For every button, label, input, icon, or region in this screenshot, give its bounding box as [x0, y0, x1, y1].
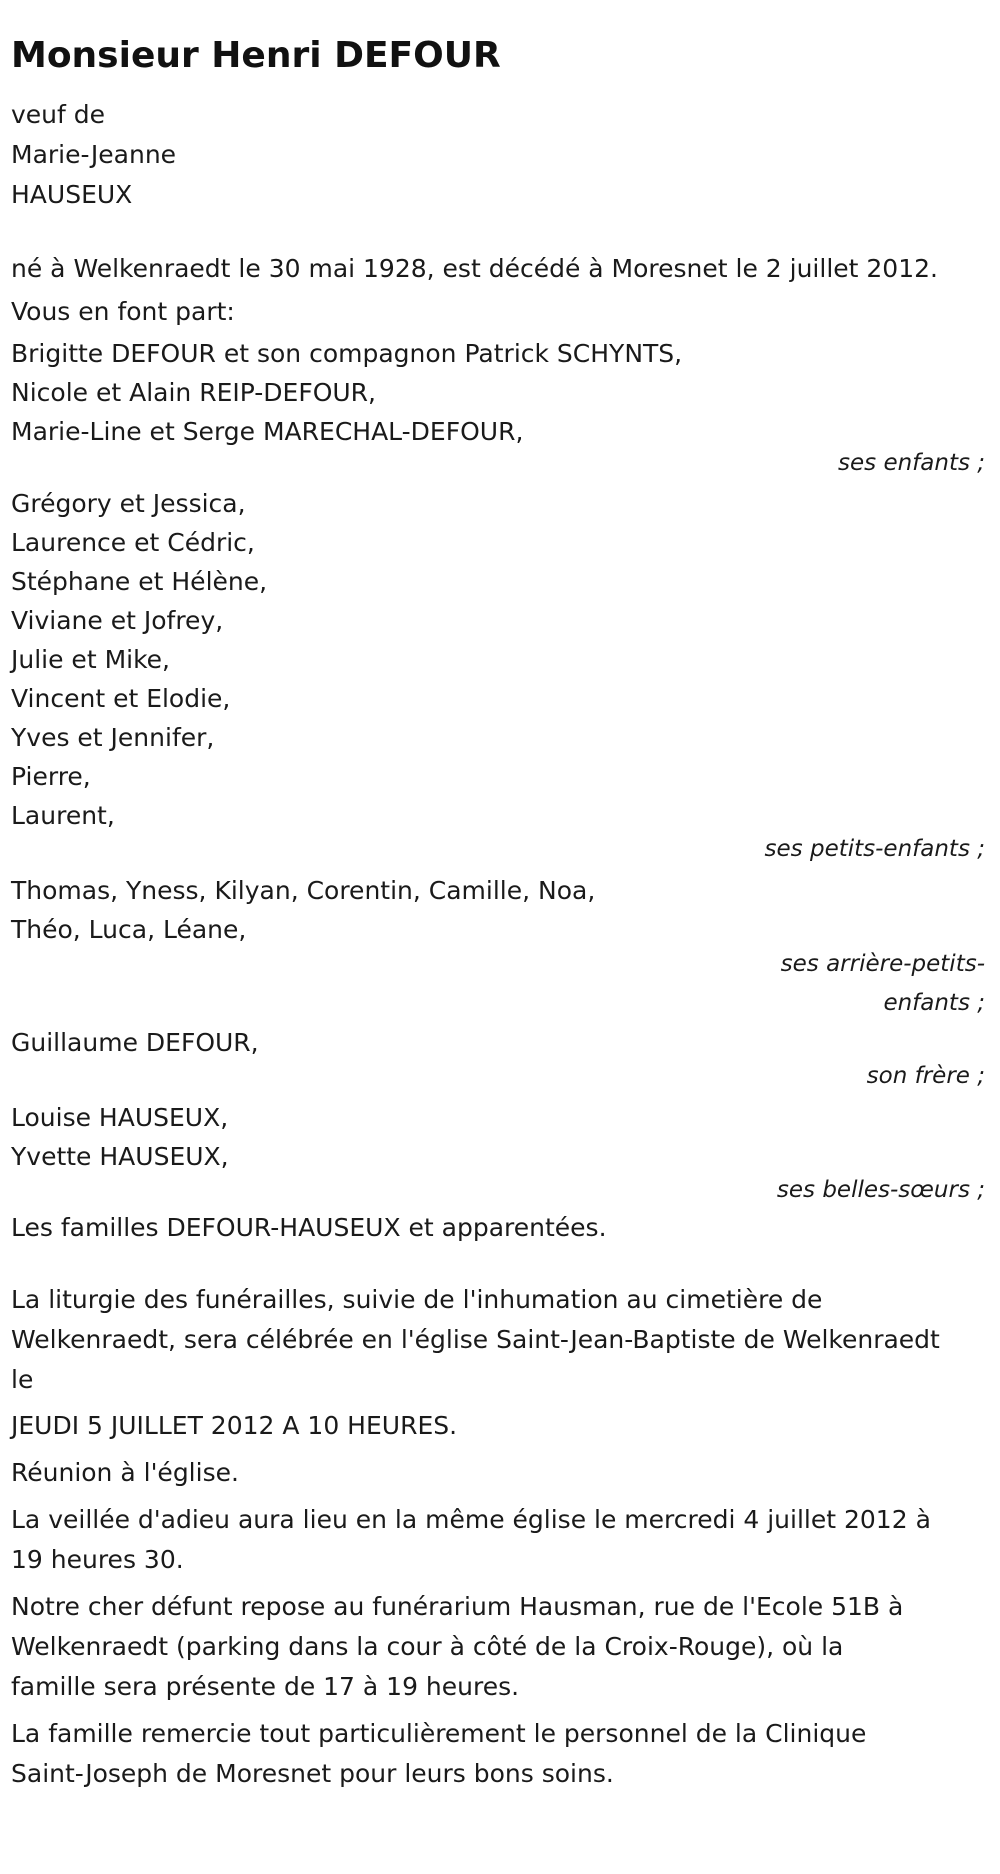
grandchildren-role: ses petits-enfants ; [764, 836, 985, 862]
liturgy-text: La liturgie des funérailles, suivie de l'inhumation au cimetière de Welkenraedt, sera célébrée en l'église Saint-Jean-Baptiste de Welkenraedt le [11, 1285, 940, 1394]
great-grandchildren-role: ses arrière-petits- enfants ; [780, 951, 985, 1016]
sisters-in-law-role: ses belles-sœurs ; [776, 1177, 985, 1203]
sisters-in-law-list: Louise HAUSEUX, Yvette HAUSEUX, [11, 1103, 229, 1171]
funerarium-text: Notre cher défunt repose au funérarium Hausman, rue de l'Ecole 51B à Welkenraedt (parking dans la cour à côté de la Croix-Rouge), où la famille sera présente de 17 à 19 heures. [11, 1592, 904, 1701]
date-time-text: JEUDI 5 JUILLET 2012 A 10 HEURES. [11, 1411, 458, 1440]
grandchildren-role-wrap [11, 831, 985, 867]
brother-role-wrap [11, 1058, 985, 1094]
sisters-in-law-role-wrap [11, 1172, 985, 1208]
page-title: Monsieur Henri DEFOUR [11, 35, 501, 76]
vigil-text: La veillée d'adieu aura lieu en la même église le mercredi 4 juillet 2012 à 19 heures 30. [11, 1505, 931, 1574]
families-text: Les familles DEFOUR-HAUSEUX et apparentées. [11, 1213, 607, 1242]
children-role: ses enfants ; [838, 450, 985, 476]
grandchildren-list: Grégory et Jessica, Laurence et Cédric, Stéphane et Hélène, Viviane et Jofrey, Julie et Mike, Vincent et Elodie, Yves et Jennifer, Pierre, Laurent, [11, 489, 268, 830]
children-list: Brigitte DEFOUR et son compagnon Patrick SCHYNTS, Nicole et Alain REIP-DEFOUR, Marie-Line et Serge MARECHAL-DEFOUR, [11, 339, 683, 446]
meeting-text: Réunion à l'église. [11, 1458, 239, 1487]
widow-of-text: veuf de Marie-Jeanne HAUSEUX [11, 100, 177, 209]
thanks-text: La famille remercie tout particulièrement le personnel de la Clinique Saint-Joseph de Moresnet pour leurs bons soins. [11, 1719, 867, 1788]
announce-text: Vous en font part: [11, 297, 235, 326]
brother-text: Guillaume DEFOUR, [11, 1028, 259, 1057]
great-grandchildren-role-wrap [11, 949, 985, 1023]
brother-role: son frère ; [866, 1063, 985, 1089]
great-grandchildren-list: Thomas, Yness, Kilyan, Corentin, Camille, Noa, Théo, Luca, Léane, [11, 876, 596, 944]
obituary-page [0, 34, 985, 1794]
birth-death-text: né à Welkenraedt le 30 mai 1928, est décédé à Moresnet le 2 juillet 2012. [11, 254, 938, 283]
